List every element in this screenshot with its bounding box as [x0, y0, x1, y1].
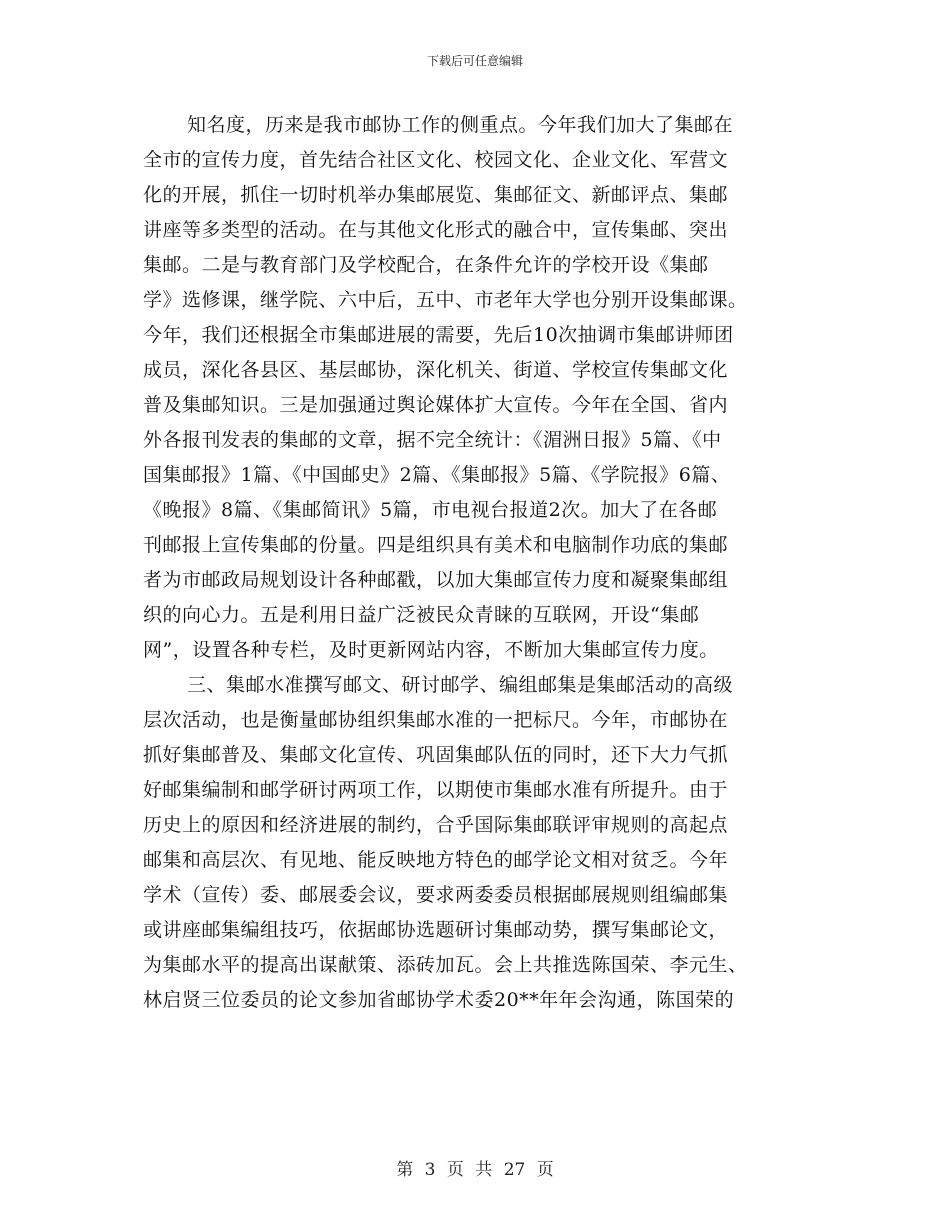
text-line: 成员，深化各县区、基层邮协，深化机关、街道、学校宣传集邮文化 — [143, 359, 729, 381]
text-line: 学术（宣传）委、邮展委会议，要求两委委员根据邮展规则组编邮集 — [143, 884, 729, 906]
text-line: 或讲座邮集编组技巧，依据邮协选题研讨集邮动势，撰写集邮论文， — [143, 919, 729, 941]
page-number-footer: 第 3 页 共 27 页 — [396, 1160, 554, 1180]
text-line: 学》选修课，继学院、六中后，五中、市老年大学也分别开设集邮课。 — [143, 289, 748, 311]
page-header-note: 下载后可任意编辑 — [426, 54, 523, 68]
text-line: 抓好集邮普及、集邮文化宣传、巩固集邮队伍的同时，还下大力气抓 — [143, 744, 729, 766]
text-line: 集邮。二是与教育部门及学校配合，在条件允许的学校开设《集邮 — [143, 254, 709, 276]
text-line: 讲座等多类型的活动。在与其他文化形式的融合中，宣传集邮、突出 — [143, 219, 729, 241]
text-line: 刊邮报上宣传集邮的份量。四是组织具有美术和电脑制作功底的集邮 — [143, 534, 729, 556]
text-line: 好邮集编制和邮学研讨两项工作，以期使市集邮水准有所提升。由于 — [143, 779, 729, 801]
document-body — [143, 108, 823, 1018]
text-line: 网”，设置各种专栏，及时更新网站内容，不断加大集邮宣传力度。 — [143, 639, 719, 661]
text-line: 三、集邮水准撰写邮文、研讨邮学、编组邮集是集邮活动的高级 — [187, 674, 734, 696]
text-line: 今年，我们还根据全市集邮进展的需要，先后10次抽调市集邮讲师团 — [143, 324, 734, 346]
text-line: 国集邮报》1篇、《中国邮史》2篇、《集邮报》5篇、《学院报》6篇、 — [143, 464, 731, 486]
text-line: 者为市邮政局规划设计各种邮戳，以加大集邮宣传力度和凝聚集邮组 — [143, 569, 729, 591]
text-line: 《晚报》8篇、《集邮简讯》5篇，市电视台报道2次。加大了在各邮 — [143, 499, 718, 521]
text-line: 历史上的原因和经济进展的制约，合乎国际集邮联评审规则的高起点 — [143, 814, 729, 836]
text-line: 知名度，历来是我市邮协工作的侧重点。今年我们加大了集邮在 — [187, 114, 734, 136]
text-line: 化的开展，抓住一切时机举办集邮展览、集邮征文、新邮评点、集邮 — [143, 184, 729, 206]
text-line: 为集邮水平的提高出谋献策、添砖加瓦。会上共推选陈国荣、李元生、 — [143, 954, 748, 976]
text-line: 林启贤三位委员的论文参加省邮协学术委20**年年会沟通，陈国荣的 — [143, 989, 735, 1011]
text-line: 外各报刊发表的集邮的文章，据不完全统计：《湄洲日报》5篇、《中 — [143, 429, 722, 451]
text-line: 邮集和高层次、有见地、能反映地方特色的邮学论文相对贫乏。今年 — [143, 849, 729, 871]
text-line: 层次活动，也是衡量邮协组织集邮水准的一把标尺。今年，市邮协在 — [143, 709, 729, 731]
text-line: 织的向心力。五是利用日益广泛被民众青睐的互联网，开设“集邮 — [143, 604, 700, 626]
text-line: 全市的宣传力度，首先结合社区文化、校园文化、企业文化、军营文 — [143, 149, 729, 171]
text-line: 普及集邮知识。三是加强通过舆论媒体扩大宣传。今年在全国、省内 — [143, 394, 729, 416]
